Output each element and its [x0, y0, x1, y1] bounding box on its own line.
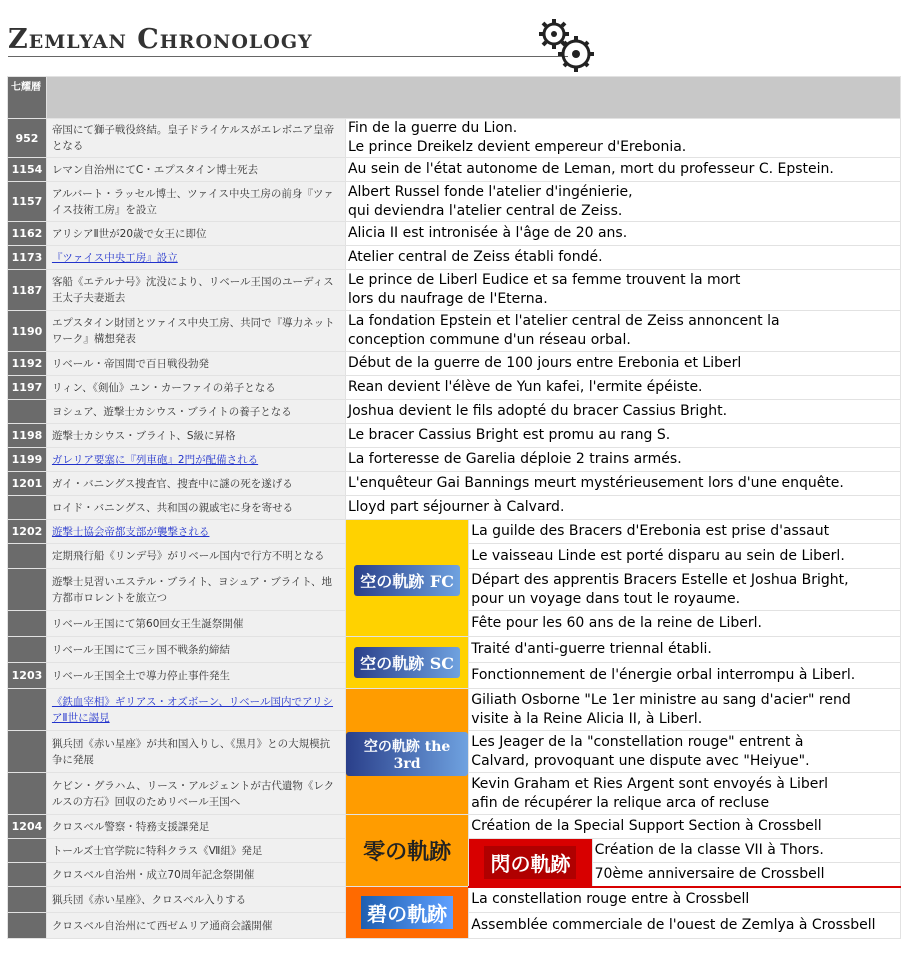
table-row — [8, 119, 901, 158]
fr-event: Alicia II est intronisée à l'âge de 20 ans. — [345, 222, 900, 246]
jp-event: 定期飛行船《リンデ号》がリベール国内で行方不明となる — [46, 544, 345, 569]
year-cell: 1192 — [8, 352, 47, 376]
table-row — [8, 689, 901, 731]
table-row — [8, 637, 901, 663]
year-cell: 952 — [8, 119, 47, 158]
fr-event: Traité d'anti-guerre triennal établi. — [469, 637, 901, 663]
jp-event — [46, 520, 345, 544]
jp-event — [46, 246, 345, 270]
fr-event: La fondation Epstein et l'atelier central de Zeiss annoncent la conception commune d'un réseau orbal. — [345, 311, 900, 352]
jp-event — [46, 448, 345, 472]
logo-sc-text: 空の軌跡 SC — [354, 647, 460, 678]
jp-event: 遊撃士見習いエステル・ブライト、ヨシュア・ブライト、地方都市ロレントを旅立つ — [46, 569, 345, 611]
jp-event: クロスベル自治州・成立70周年記念祭開催 — [46, 863, 345, 887]
jp-event-link[interactable]: ガレリア要塞に『列車砲』2門が配備される — [51, 453, 259, 466]
year-cell — [8, 637, 47, 663]
year-cell: 1198 — [8, 424, 47, 448]
fr-event: Départ des apprentis Bracers Estelle et Joshua Bright, pour un voyage dans tout le royaume. — [469, 569, 901, 611]
page-header — [0, 0, 901, 76]
table-row — [8, 496, 901, 520]
year-cell — [8, 496, 47, 520]
table-row — [8, 352, 901, 376]
logo-3rd-cell — [345, 689, 468, 815]
fr-event: Atelier central de Zeiss établi fondé. — [345, 246, 900, 270]
jp-event: 猟兵団《赤い星座》が共和国入りし、《黒月》との大規模抗争に発展 — [46, 731, 345, 773]
jp-event: ガイ・バニングス捜査官、捜査中に謎の死を遂げる — [46, 472, 345, 496]
year-cell — [8, 913, 47, 939]
table-row — [8, 311, 901, 352]
fr-event: La guilde des Bracers d'Erebonia est prise d'assaut — [469, 520, 901, 544]
jp-event — [46, 689, 345, 731]
sora-fc-logo — [346, 561, 468, 596]
fr-event: Création de la Special Support Section à Crossbell — [469, 815, 901, 839]
year-cell — [8, 863, 47, 887]
year-cell — [8, 689, 47, 731]
year-cell — [8, 611, 47, 637]
table-header-row — [8, 77, 901, 119]
table-row — [8, 158, 901, 182]
table-row — [8, 520, 901, 544]
year-cell — [8, 400, 47, 424]
jp-event-link[interactable]: 『ツァイス中央工房』設立 — [51, 251, 178, 264]
year-cell — [8, 887, 47, 913]
jp-event: ケビン・グラハム、リース・アルジェントが古代遺物《レクルスの方石》回収のためリベール王国へ — [46, 773, 345, 815]
table-row — [8, 376, 901, 400]
title-underline — [8, 56, 568, 57]
fr-event: Le vaisseau Linde est porté disparu au sein de Liberl. — [469, 544, 901, 569]
logo-sen-cell — [469, 839, 592, 887]
fr-event: Fin de la guerre du Lion. Le prince Dreikelz devient empereur d'Erebonia. — [345, 119, 900, 158]
year-cell: 1204 — [8, 815, 47, 839]
logo-zero-text: 零の軌跡 — [363, 839, 452, 865]
jp-event: 猟兵団《赤い星座》、クロスベル入りする — [46, 887, 345, 913]
year-cell: 1203 — [8, 663, 47, 689]
table-row — [8, 815, 901, 839]
jp-event: ヨシュア、遊撃士カシウス・ブライトの養子となる — [46, 400, 345, 424]
fr-event: Création de la classe VII à Thors. — [592, 839, 900, 863]
jp-event-link[interactable]: 《鉄血宰相》ギリアス・オズボーン、リベール国内でアリシアⅡ世に謁見 — [51, 695, 334, 724]
fr-event: 70ème anniversaire de Crossbell — [592, 863, 900, 887]
fr-event: Fête pour les 60 ans de la reine de Liberl. — [469, 611, 901, 637]
year-header: 七耀暦 — [8, 77, 47, 119]
zero-logo — [346, 835, 468, 866]
year-cell — [8, 773, 47, 815]
jp-event: クロスベル自治州にて西ゼムリア通商会議開催 — [46, 913, 345, 939]
table-row — [8, 182, 901, 222]
jp-event: レマン自治州にてC・エプスタイン博士死去 — [46, 158, 345, 182]
jp-event: ロイド・バニングス、共和国の親戚宅に身を寄せる — [46, 496, 345, 520]
table-row — [8, 424, 901, 448]
fr-event: Au sein de l'état autonome de Leman, mort du professeur C. Epstein. — [345, 158, 900, 182]
year-cell: 1199 — [8, 448, 47, 472]
year-cell: 1197 — [8, 376, 47, 400]
jp-event: 客船《エテルナ号》沈没により、リベール王国のユーディス王太子夫妻逝去 — [46, 270, 345, 311]
page-title: Zemlyan Chronology — [8, 24, 313, 55]
year-cell: 1202 — [8, 520, 47, 544]
logo-3rd-text: 空の軌跡 the 3rd — [346, 732, 468, 776]
logo-fc-text: 空の軌跡 FC — [354, 565, 460, 596]
fr-event: L'enquêteur Gai Bannings meurt mystérieusement lors d'une enquête. — [345, 472, 900, 496]
table-row — [8, 222, 901, 246]
fr-event: Joshua devient le fils adopté du bracer Cassius Bright. — [345, 400, 900, 424]
sen-logo — [469, 846, 591, 879]
fr-event: Fonctionnement de l'énergie orbal interrompu à Liberl. — [469, 663, 901, 689]
fr-event: Début de la guerre de 100 jours entre Erebonia et Liberl — [345, 352, 900, 376]
fr-event: Les Jeager de la "constellation rouge" entrent à Calvard, provoquant une dispute avec "Heiyue". — [469, 731, 901, 773]
jp-event: トールズ士官学院に特科クラス《Ⅶ組》発足 — [46, 839, 345, 863]
year-cell — [8, 544, 47, 569]
fr-event: La constellation rouge entre à Crossbell — [469, 887, 901, 913]
jp-event: クロスベル警察・特務支援課発足 — [46, 815, 345, 839]
jp-event: リベール王国にて三ヶ国不戦条約締結 — [46, 637, 345, 663]
table-row — [8, 472, 901, 496]
table-row — [8, 246, 901, 270]
logo-sen-text: 閃の軌跡 — [484, 846, 576, 879]
jp-event-link[interactable]: 遊撃士協会帝都支部が襲撃される — [51, 525, 210, 538]
logo-zero-cell — [345, 815, 468, 887]
jp-event: リベール王国にて第60回女王生誕祭開催 — [46, 611, 345, 637]
jp-event: リィン、《剣仙》ユン・カーファイの弟子となる — [46, 376, 345, 400]
year-cell: 1201 — [8, 472, 47, 496]
table-row — [8, 400, 901, 424]
logo-ao-cell — [345, 887, 468, 939]
jp-event: アリシアⅡ世が20歳で女王に即位 — [46, 222, 345, 246]
logo-ao-text: 碧の軌跡 — [361, 896, 453, 929]
ao-logo — [346, 896, 468, 929]
fr-event: La forteresse de Garelia déploie 2 trains armés. — [345, 448, 900, 472]
year-cell: 1157 — [8, 182, 47, 222]
fr-event: Kevin Graham et Ries Argent sont envoyés à Liberl afin de récupérer la relique arca of recluse — [469, 773, 901, 815]
table-row — [8, 448, 901, 472]
logo-fc-cell — [345, 520, 468, 637]
fr-event: Rean devient l'élève de Yun kafei, l'ermite épéiste. — [345, 376, 900, 400]
fr-event: Giliath Osborne "Le 1er ministre au sang d'acier" rend visite à la Reine Alicia II, à Liberl. — [469, 689, 901, 731]
jp-event: 遊撃士カシウス・ブライト、S級に昇格 — [46, 424, 345, 448]
jp-event: リベール・帝国間で百日戦役勃発 — [46, 352, 345, 376]
gears-icon — [536, 16, 594, 74]
fr-event: Le bracer Cassius Bright est promu au rang S. — [345, 424, 900, 448]
fr-event: Albert Russel fonde l'atelier d'ingénierie, qui deviendra l'atelier central de Zeiss. — [345, 182, 900, 222]
sora-3rd-logo — [346, 728, 468, 776]
jp-event: アルバート・ラッセル博士、ツァイス中央工房の前身『ツァイス技術工房』を設立 — [46, 182, 345, 222]
header-blank — [46, 77, 900, 119]
fr-event: Assemblée commerciale de l'ouest de Zemlya à Crossbell — [469, 913, 901, 939]
sora-sc-logo — [346, 647, 468, 678]
jp-event: リベール王国全土で導力停止事件発生 — [46, 663, 345, 689]
year-cell: 1162 — [8, 222, 47, 246]
table-row — [8, 887, 901, 913]
year-cell: 1190 — [8, 311, 47, 352]
year-cell: 1173 — [8, 246, 47, 270]
year-cell — [8, 569, 47, 611]
year-cell — [8, 731, 47, 773]
logo-sc-cell — [345, 637, 468, 689]
jp-event: エプスタイン財団とツァイス中央工房、共同で『導力ネットワーク』構想発表 — [46, 311, 345, 352]
year-cell: 1154 — [8, 158, 47, 182]
jp-event: 帝国にて獅子戦役終結。皇子ドライケルスがエレボニア皇帝となる — [46, 119, 345, 158]
table-row — [8, 270, 901, 311]
year-cell: 1187 — [8, 270, 47, 311]
fr-event: Lloyd part séjourner à Calvard. — [345, 496, 900, 520]
fr-event: Le prince de Liberl Eudice et sa femme trouvent la mort lors du naufrage de l'Eterna. — [345, 270, 900, 311]
chronology-table — [7, 76, 901, 939]
year-cell — [8, 839, 47, 863]
